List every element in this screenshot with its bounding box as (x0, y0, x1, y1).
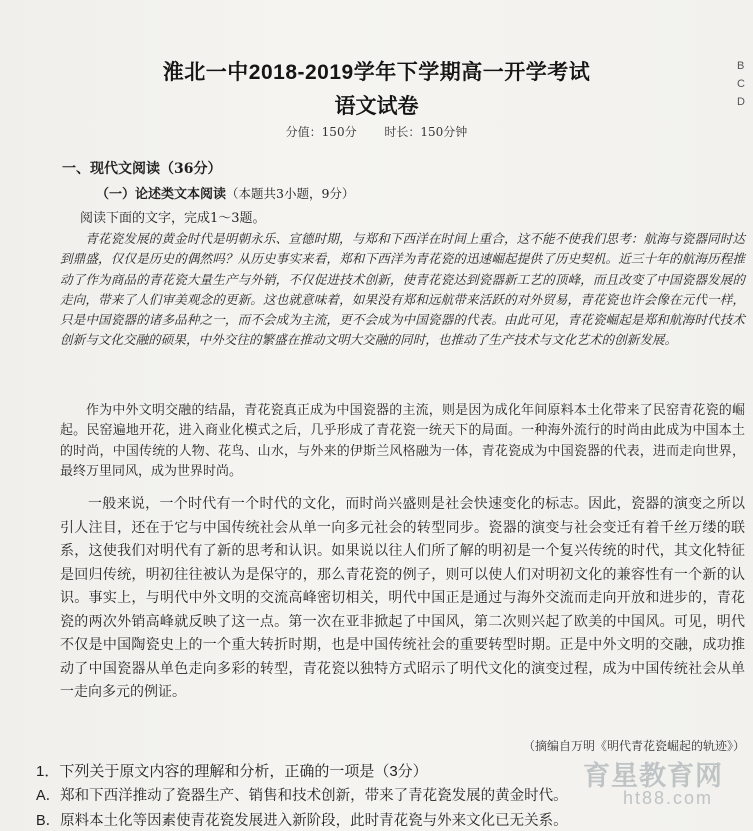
passage-paragraph-2: 作为中外文明交融的结晶，青花瓷真正成为中国瓷器的主流，则是因为成化年间原料本土化带来了民窑青花瓷的崛起。民窑遍地开花，进入商业化模式之后，几乎形成了青花瓷一统天下的局面。一种海外流行的时尚由此成为中国本土的时尚，中国传统的人物、花鸟、山水，与外来的伊斯兰风格融为一体，青花瓷成为中国瓷器的代表，进而走向世界，最终万里同风，成为世界时尚。 (60, 403, 745, 479)
passage-source: （摘编自万明《明代青花瓷崛起的轨迹》） (522, 739, 745, 753)
passage-paragraph-3: 一般来说，一个时代有一个时代的文化，而时尚兴盛则是社会快速变化的标志。因此，瓷器的演变之所以引人注目，还在于它与中国传统社会从单一向多元社会的转型同步。瓷器的演变与社会变迁有着千丝万缕的联系，这使我们对明代有了新的思考和认识。如果说以往人们所了解的明初是一个复兴传统的时代，其文化特征是回归传统，明初往往被认为是保守的，那么青花瓷的例子，则可以使人们对明初文化的兼容性有一个新的认识。事实上，与明代中外文明的交流高峰密切相关，明代中国正是通过与海外交流而走向开放和进步的，青花瓷的两次外销高峰就反映了这一点。第一次在亚非掀起了中国风，第二次则兴起了欧美的中国风。可见，明代不仅是中国陶瓷史上的一个重大转折时期，也是中国传统社会的重要转型时期。正是中外文明的交融，成功推动了中国瓷器从单色走向多彩的转型，青花瓷以独特方式昭示了明代文化的演变过程，成为中国传统社会从单一走向多元的例证。 (60, 496, 745, 700)
margin-mark: D (737, 96, 745, 108)
subsection-note: （本题共3小题，9分） (226, 186, 355, 201)
watermark-url: ht88.com (622, 788, 713, 808)
margin-mark: B (737, 60, 745, 72)
question-1-option-b: B．原料本土化等因素使青花瓷发展进入新阶段，此时青花瓷与外来文化已无关系。 (36, 813, 568, 829)
exam-meta (0, 123, 753, 140)
exam-title: 淮北一中2018-2019学年下学期高一开学考试 (162, 61, 591, 84)
score-label: 分值：150分 (285, 125, 357, 139)
question-1: 1．下列关于原文内容的理解和分析，正确的一项是（3分） (36, 763, 428, 780)
section-heading: 一、现代文阅读（36分） (62, 161, 222, 177)
exam-subtitle: 语文试卷 (334, 95, 419, 118)
watermark-logo: 育星教育网 (583, 761, 723, 792)
margin-mark: C (737, 78, 745, 90)
passage-paragraph-1: 青花瓷发展的黄金时代是明朝永乐、宣德时期，与郑和下西洋在时间上重合，这不能不使我们思考：航海与瓷器同时达到鼎盛，仅仅是历史的偶然吗？从历史事实来看，郑和下西洋为青花瓷的迅速崛起提供了历史契机。近三十年的航海历程推动了作为商品的青花瓷大量生产与外销，不仅促进技术创新，使青花瓷达到瓷器新工艺的顶峰，而且改变了中国瓷器发展的走向，带来了人们审美观念的更新。这也就意味着，如果没有郑和远航带来活跃的对外贸易，青花瓷也许会像在元代一样，只是中国瓷器的诸多品种之一，而不会成为主流，更不会成为中国瓷器的代表。由此可见，青花瓷崛起是郑和航海时代技术创新与文化交融的硕果，中外交往的繁盛在推动文明大交融的同时，也推动了生产技术与文化艺术的创新发展。 (60, 231, 745, 348)
question-1-option-a: A．郑和下西洋推动了瓷器生产、销售和技术创新，带来了青花瓷发展的黄金时代。 (36, 788, 568, 804)
duration-label: 时长：150分钟 (384, 125, 468, 139)
subsection-title: （一）论述类文本阅读 (96, 187, 227, 202)
subsection-heading (96, 183, 354, 202)
reading-instruction: 阅读下面的文字，完成1～3题。 (80, 211, 266, 226)
